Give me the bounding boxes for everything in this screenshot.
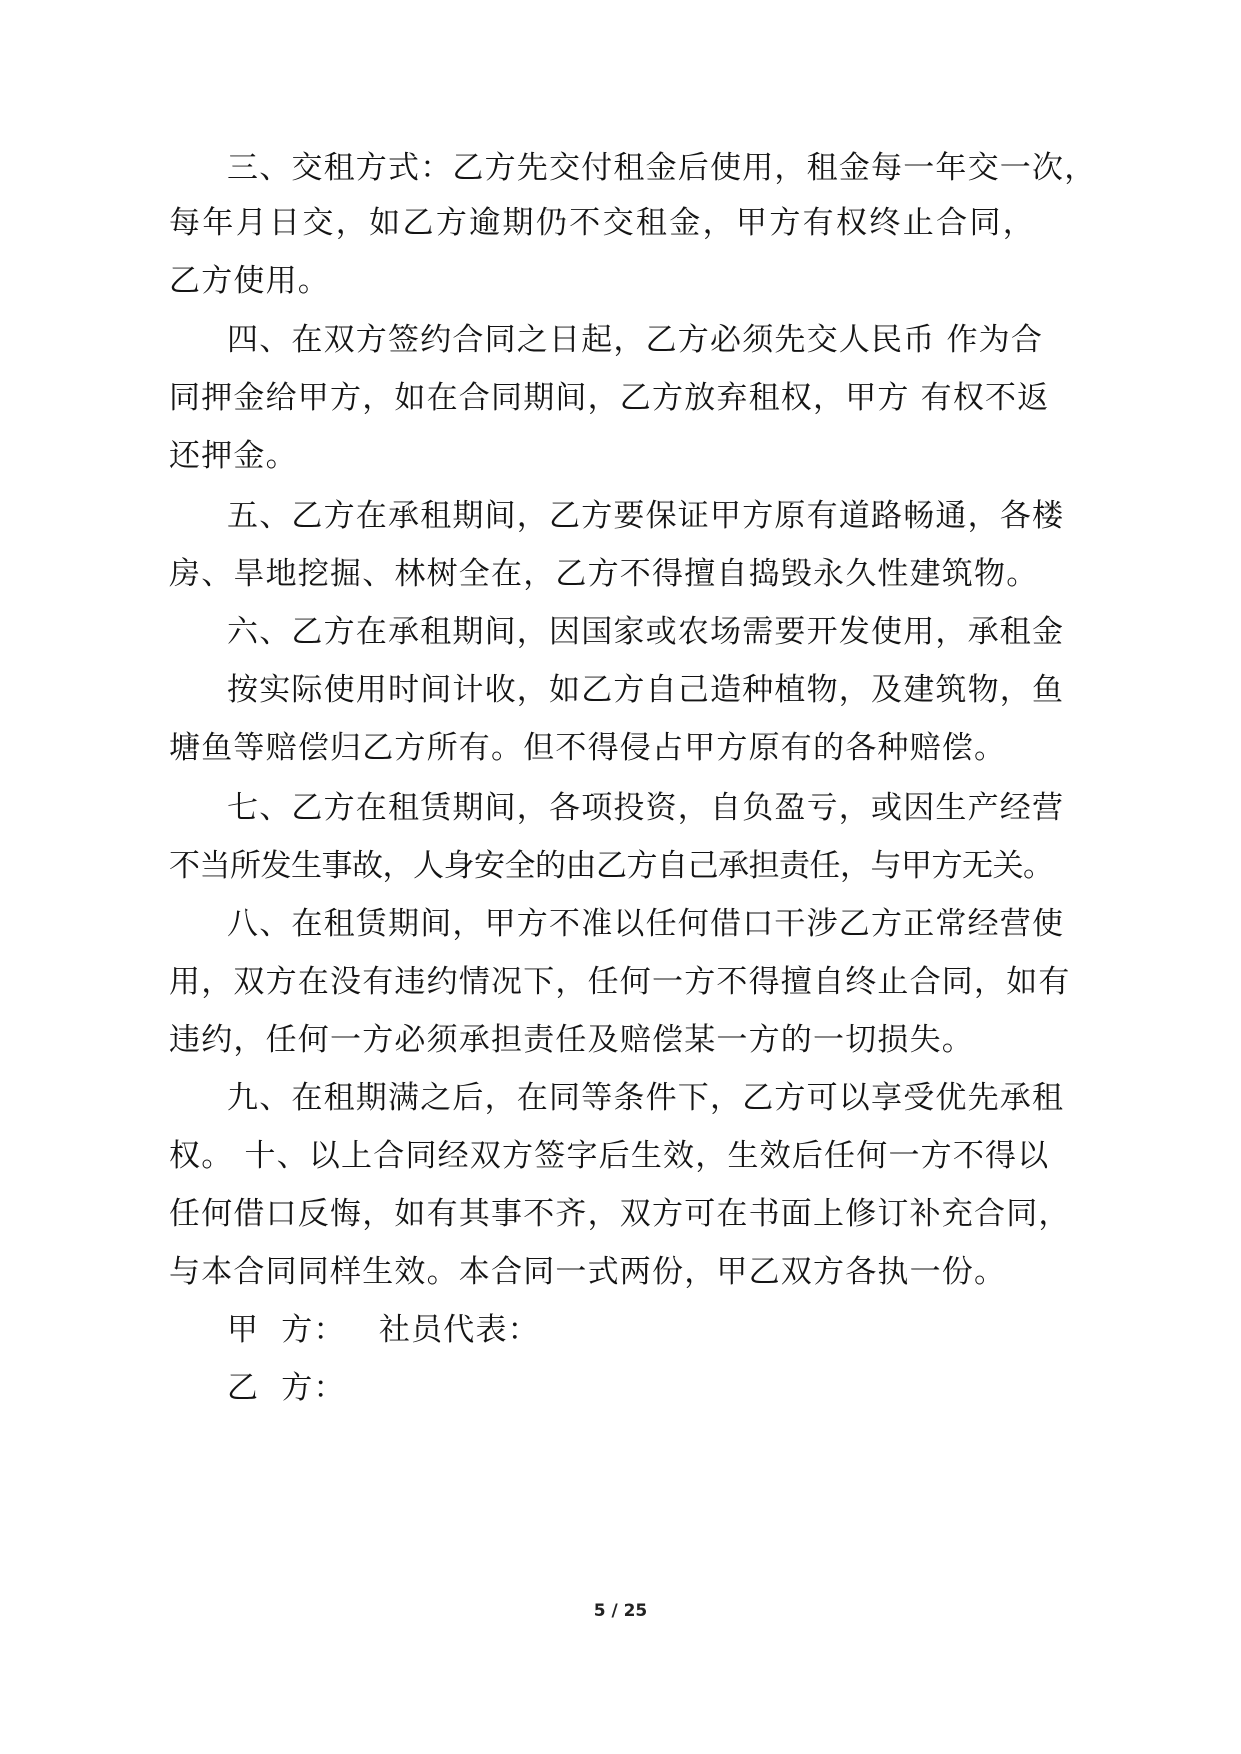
clause-4-line-3: 还押金。: [169, 438, 298, 474]
clause-9-line-4: 与本合同同样生效。本合同一式两份，甲乙双方各执一份。: [169, 1254, 1007, 1290]
clause-6-line-2: 按实际使用时间计收，如乙方自己造种植物，及建筑物，鱼: [227, 672, 1065, 708]
clause-4-line-1: 四、在双方签约合同之日起，乙方必须先交人民币 作为合: [227, 322, 1044, 358]
party-a-signature: 甲 方： 社员代表：: [227, 1312, 540, 1348]
party-b-signature: 乙 方：: [227, 1370, 346, 1406]
clause-3-line-1: 三、交租方式：乙方先交付租金后使用，租金每一年交一次，: [227, 150, 1097, 186]
clause-4-line-2: 同押金给甲方，如在合同期间，乙方放弃租权，甲方 有权不返: [169, 380, 1050, 416]
clause-6-line-1: 六、乙方在承租期间，因国家或农场需要开发使用，承租金: [227, 614, 1065, 650]
clause-7-line-2: 不当所发生事故，人身安全的由乙方自己承担责任，与甲方无关。: [169, 848, 1054, 884]
clause-3-line-2: 每年月日交，如乙方逾期仍不交租金，甲方有权终止合同，: [169, 205, 1035, 241]
clause-5-line-1: 五、乙方在承租期间，乙方要保证甲方原有道路畅通，各楼: [227, 498, 1065, 534]
clause-8-line-2: 用，双方在没有违约情况下，任何一方不得擅自终止合同，如有: [169, 964, 1071, 1000]
clause-9-line-1: 九、在租期满之后，在同等条件下，乙方可以享受优先承租: [227, 1080, 1065, 1116]
clause-6-line-3: 塘鱼等赔偿归乙方所有。但不得侵占甲方原有的各种赔偿。: [169, 730, 1007, 766]
clause-9-line-3: 任何借口反悔，如有其事不齐，双方可在书面上修订补充合同，: [169, 1196, 1071, 1232]
clause-5-line-2: 房、旱地挖掘、林树全在，乙方不得擅自捣毁永久性建筑物。: [169, 556, 1039, 592]
clause-9-line-2: 权。 十、以上合同经双方签字后生效，生效后任何一方不得以: [169, 1138, 1050, 1174]
page-number: 5 / 25: [593, 1601, 648, 1621]
clause-8-line-1: 八、在租赁期间，甲方不准以任何借口干涉乙方正常经营使: [227, 906, 1065, 942]
clause-8-line-3: 违约，任何一方必须承担责任及赔偿某一方的一切损失。: [169, 1022, 974, 1058]
clause-7-line-1: 七、乙方在租赁期间，各项投资，自负盈亏，或因生产经营: [227, 790, 1065, 826]
clause-3-line-3: 乙方使用。: [169, 263, 330, 299]
